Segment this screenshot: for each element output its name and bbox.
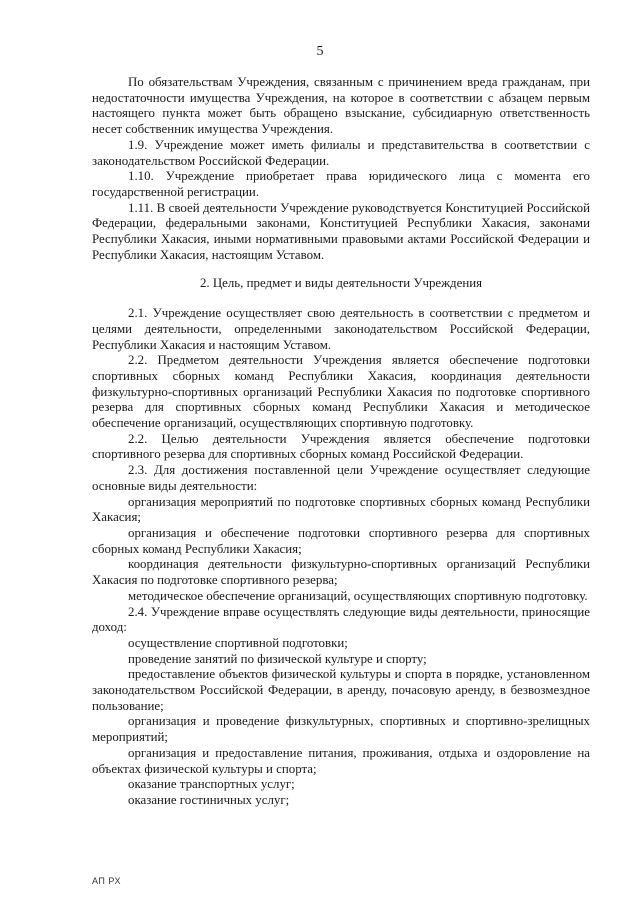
list-item: оказание транспортных услуг; xyxy=(128,777,295,792)
paragraph: По обязательствам Учреждения, связанным с причинением вреда гражданам, при недостаточности имущества Учреждения, на которое в соответствии с абзацем первым настоящего пункта может быть обращено взыскание, субсидиарную ответственность несет собственник имущества Учреждения. xyxy=(92,75,590,137)
list-item: осуществление спортивной подготовки; xyxy=(128,635,348,650)
document-body xyxy=(92,75,590,809)
paragraph: 1.11. В своей деятельности Учреждение руководствуется Конституцией Российской Федерации, федеральными законами, Конституцией Республики Хакасия, законами Республики Хакасия, иными нормативными правовыми актами Российской Федерации и Республики Хакасия, настоящим Уставом. xyxy=(92,200,590,262)
paragraph: 2.3. Для достижения поставленной цели Учреждение осуществляет следующие основные виды деятельности: xyxy=(92,463,590,493)
list-item: организация и предоставление питания, проживания, отдыха и оздоровление на объектах физической культуры и спорта; xyxy=(92,745,590,776)
page-number: 5 xyxy=(316,44,324,59)
list-item: методическое обеспечение организаций, осуществляющих спортивную подготовку. xyxy=(128,588,588,603)
list-item: оказание гостиничных услуг; xyxy=(128,792,290,807)
section-heading: 2. Цель, предмет и виды деятельности Учреждения xyxy=(199,276,483,291)
list-item: организация мероприятий по подготовке спортивных сборных команд Республики Хакасия; xyxy=(92,494,590,525)
footer-mark: АП РХ xyxy=(92,876,121,886)
paragraph: 1.9. Учреждение может иметь филиалы и представительства в соответствии с законодательством Российской Федерации. xyxy=(92,137,590,168)
list-item: организация и проведение физкультурных, спортивных и спортивно-зрелищных мероприятий; xyxy=(92,714,590,745)
list-item: организация и обеспечение подготовки спортивного резерва для спортивных сборных команд Республики Хакасия; xyxy=(92,525,590,556)
paragraph: 2.1. Учреждение осуществляет свою деятельность в соответствии с предметом и целями деятельности, определенными законодательством Российской Федерации, Республики Хакасия и настоящим Уставом. xyxy=(92,306,590,352)
paragraph: 1.10. Учреждение приобретает права юридического лица с момента его государственной регистрации. xyxy=(92,169,590,199)
list-item: предоставление объектов физической культуры и спорта в порядке, установленном законодательством Российской Федерации, в аренду, почасовую аренду, в безвозмездное пользование; xyxy=(92,667,590,713)
list-item: координация деятельности физкультурно-спортивных организаций Республики Хакасия по подготовке спортивного резерва; xyxy=(92,557,590,588)
list-item: проведение занятий по физической культуре и спорту; xyxy=(128,651,427,666)
paragraph: 2.2. Целью деятельности Учреждения является обеспечение подготовки спортивного резерва для спортивных сборных команд Российской Федерации. xyxy=(92,431,590,462)
paragraph: 2.2. Предметом деятельности Учреждения является обеспечение подготовки спортивных сборных команд Республики Хакасия, координация деятельности физкультурно-спортивных организаций Республики Хакасия по подготовке спортивного резерва для спортивных сборных команд Республики Хакасия и методическое обеспечение организаций, осуществляющих спортивную подготовку. xyxy=(92,353,590,431)
paragraph: 2.4. Учреждение вправе осуществлять следующие виды деятельности, приносящие доход: xyxy=(92,604,590,635)
